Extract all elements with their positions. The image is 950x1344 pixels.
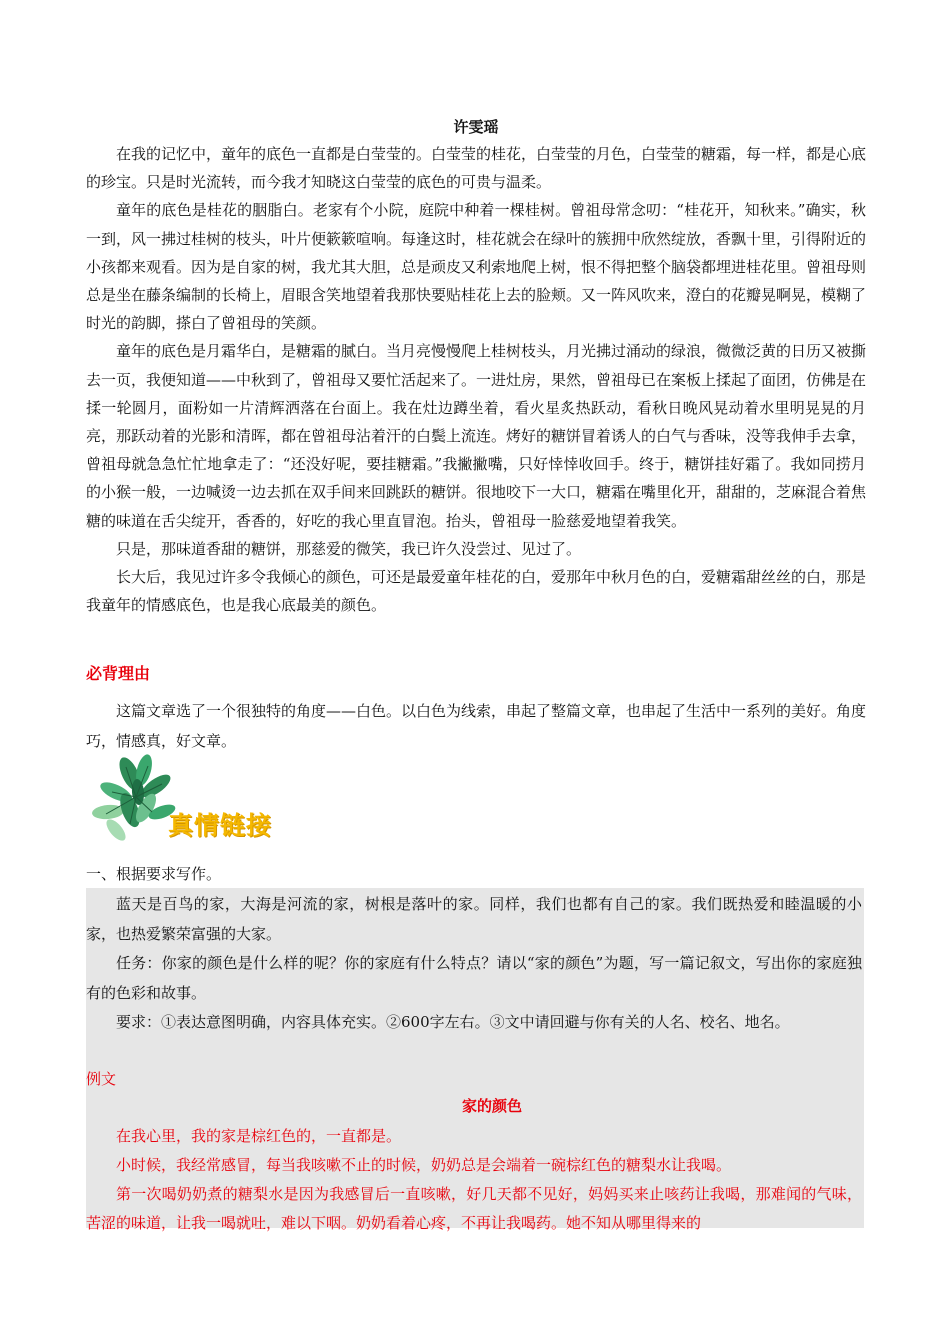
essay-paragraph: 只是，那味道香甜的糖饼，那慈爱的微笑，我已许久没尝过、见过了。 [116, 539, 582, 558]
essay-paragraph: 长大后，我见过许多令我倾心的颜色，可还是最爱童年桂花的白，爱那年中秋月色的白，爱糖霜甜丝丝的白，那是我童年的情感底色，也是我心底最美的颜色。 [86, 568, 867, 615]
reason-paragraph: 这篇文章选了一个很独特的角度——白色。以白色为线索，串起了整篇文章，也串起了生活中一系列的美好。角度巧，情感真，好文章。 [86, 702, 867, 750]
example-title: 家的颜色 [461, 1097, 522, 1115]
example-paragraph: 小时候，我经常感冒，每当我咳嗽不止的时候，奶奶总是会端着一碗棕红色的糖梨水让我喝。 [116, 1156, 732, 1174]
essay-author: 许雯瑶 [453, 118, 499, 136]
essay-paragraph: 在我的记忆中，童年的底色一直都是白莹莹的。白莹莹的桂花，白莹莹的月色，白莹莹的糖霜，每一样，都是心底的珍宝。只是时光流转，而今我才知晓这白莹莹的底色的可贵与温柔。 [86, 145, 867, 192]
example-paragraph: 第一次喝奶奶煮的糖梨水是因为我感冒后一直咳嗽，好几天都不见好，妈妈买来止咳药让我喝，那难闻的气味，苦涩的味道，让我一喝就吐，难以下咽。奶奶看着心疼，不再让我喝药。她不知从哪里得来的 [86, 1185, 862, 1232]
reason-body [86, 696, 866, 756]
example-paragraph: 在我心里，我的家是棕红色的，一直都是。 [116, 1127, 402, 1145]
task-title: 一、根据要求写作。 [86, 865, 222, 883]
section-banner-title: 真情链接 [168, 811, 273, 840]
section-banner [86, 752, 306, 852]
example-label: 例文 [86, 1070, 117, 1088]
prompt-paragraph: 任务：你家的颜色是什么样的呢？你的家庭有什么特点？请以“家的颜色”为题，写一篇记叙文，写出你的家庭独有的色彩和故事。 [86, 954, 862, 1002]
essay-paragraph: 童年的底色是桂花的胭脂白。老家有个小院，庭院中种着一棵桂树。曾祖母常念叨：“桂花开，知秋来。”确实，秋一到，风一拂过桂树的枝头，叶片便簌簌喧响。每逢这时，桂花就会在绿叶的簇拥中欣然绽放，香飘十里，引得附近的小孩都来观看。因为是自家的树，我尤其大胆，总是顽皮又利索地爬上树，恨不得把整个脑袋都埋进桂花里。曾祖母则总是坐在藤条编制的长椅上，眉眼含笑地望着我那快要贴桂花上去的脸颊。又一阵风吹来，澄白的花瓣晃啊晃，模糊了时光的韵脚，搽白了曾祖母的笑颜。 [86, 201, 867, 333]
essay-paragraph: 童年的底色是月霜华白，是糖霜的腻白。当月亮慢慢爬上桂树枝头，月光拂过涌动的绿浪，微微泛黄的日历又被撕去一页，我便知道——中秋到了，曾祖母又要忙活起来了。一进灶房，果然，曾祖母已在案板上揉起了面团，仿佛是在揉一轮圆月，面粉如一片清辉洒落在台面上。我在灶边蹲坐着，看火星炙热跃动，看秋日晚风晃动着水里明晃晃的月亮，那跃动着的光影和清晖，都在曾祖母沾着汗的白鬓上流连。烤好的糖饼冒着诱人的白气与香味，没等我伸手去拿，曾祖母就急急忙忙地拿走了：“还没好呢，要挂糖霜。”我撇撇嘴，只好悻悻收回手。终于，糖饼挂好霜了。我如同捞月的小猴一般，一边喊烫一边去抓在双手间来回跳跃的糖饼。很地咬下一大口，糖霜在嘴里化开，甜甜的，芝麻混合着焦糖的味道在舌尖绽开，香香的，好吃的我心里直冒泡。抬头，曾祖母一脸慈爱地望着我笑。 [86, 342, 867, 530]
prompt-body [86, 890, 862, 1038]
essay-body [86, 140, 866, 619]
example-body [86, 1122, 862, 1238]
prompt-paragraph: 蓝天是百鸟的家，大海是河流的家，树根是落叶的家。同样，我们也都有自己的家。我们既热爱和睦温暖的小家，也热爱繁荣富强的大家。 [86, 895, 862, 943]
reason-heading: 必背理由 [86, 664, 151, 683]
prompt-paragraph: 要求：①表达意图明确，内容具体充实。②600字左右。③文中请回避与你有关的人名、校名、地名。 [116, 1013, 790, 1031]
